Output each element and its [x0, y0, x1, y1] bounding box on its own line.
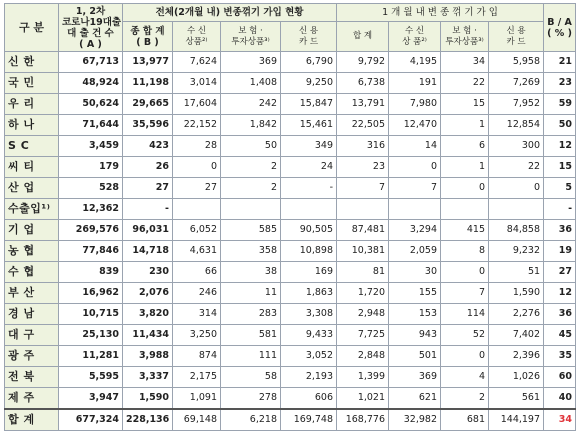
bank-name: 우 리 [5, 94, 59, 115]
bank-name: 전 북 [5, 367, 59, 388]
value-deposit: 27 [173, 178, 221, 199]
value-total-sum: 228,136 [123, 409, 173, 431]
value-deposit: 6,052 [173, 220, 221, 241]
value-month-insurance: 0 [441, 178, 489, 199]
value-insurance [221, 199, 281, 220]
bank-name: 대 구 [5, 325, 59, 346]
value-loan-count: 11,281 [59, 346, 123, 367]
value-deposit: 4,631 [173, 241, 221, 262]
value-loan-count: 16,962 [59, 283, 123, 304]
value-month-insurance: 4 [441, 367, 489, 388]
value-deposit: 3,014 [173, 73, 221, 94]
value-deposit: 7,624 [173, 52, 221, 73]
value-loan-count: 269,576 [59, 220, 123, 241]
value-deposit: 66 [173, 262, 221, 283]
value-loan-count: 48,924 [59, 73, 123, 94]
value-month-sum: 168,776 [337, 409, 389, 431]
table-header [5, 4, 576, 52]
value-loan-count: 67,713 [59, 52, 123, 73]
value-card: 15,847 [281, 94, 337, 115]
value-month-insurance: 681 [441, 409, 489, 431]
bank-name: 하 나 [5, 115, 59, 136]
value-loan-count: 3,947 [59, 388, 123, 410]
value-total-sum: 13,977 [123, 52, 173, 73]
table-row [5, 367, 576, 388]
value-card [281, 199, 337, 220]
value-card: 2,193 [281, 367, 337, 388]
value-total-sum: 2,076 [123, 283, 173, 304]
value-insurance: 111 [221, 346, 281, 367]
value-month-deposit: 4,195 [389, 52, 441, 73]
value-deposit: 314 [173, 304, 221, 325]
value-month-insurance: 0 [441, 262, 489, 283]
value-month-deposit: 3,294 [389, 220, 441, 241]
value-month-card [489, 199, 544, 220]
value-total-sum: 35,596 [123, 115, 173, 136]
table-row [5, 346, 576, 367]
value-month-insurance: 6 [441, 136, 489, 157]
value-month-deposit: 191 [389, 73, 441, 94]
value-month-deposit: 943 [389, 325, 441, 346]
value-loan-count: 50,624 [59, 94, 123, 115]
value-deposit: 874 [173, 346, 221, 367]
bank-name: 기 업 [5, 220, 59, 241]
value-deposit: 246 [173, 283, 221, 304]
value-loan-count: 3,459 [59, 136, 123, 157]
value-ratio: 60 [544, 367, 576, 388]
value-month-sum: 22,505 [337, 115, 389, 136]
table-row [5, 52, 576, 73]
bank-name: 농 협 [5, 241, 59, 262]
header-loan-count: 1, 2차 코로나19대출 대 출 건 수 ( A ) [59, 4, 123, 52]
value-month-card: 7,952 [489, 94, 544, 115]
value-card: - [281, 178, 337, 199]
value-month-sum: 2,848 [337, 346, 389, 367]
value-insurance: 358 [221, 241, 281, 262]
value-month-deposit: 369 [389, 367, 441, 388]
table-row [5, 199, 576, 220]
value-insurance: 2 [221, 157, 281, 178]
value-month-sum: 2,948 [337, 304, 389, 325]
table-row [5, 73, 576, 94]
value-month-sum: 1,720 [337, 283, 389, 304]
value-month-card: 22 [489, 157, 544, 178]
value-ratio: - [544, 199, 576, 220]
bank-name: S C [5, 136, 59, 157]
value-deposit: 2,175 [173, 367, 221, 388]
value-insurance: 242 [221, 94, 281, 115]
value-month-card: 2,396 [489, 346, 544, 367]
header-insurance: 보 험 · 투자상품³⁾ [221, 22, 281, 52]
value-card: 15,461 [281, 115, 337, 136]
value-month-card: 2,276 [489, 304, 544, 325]
bank-name: 신 한 [5, 52, 59, 73]
header-card: 신 용 카 드 [281, 22, 337, 52]
value-insurance: 585 [221, 220, 281, 241]
value-deposit [173, 199, 221, 220]
value-ratio: 59 [544, 94, 576, 115]
header-month-group: 1 개 월 내 변 종 꺾 기 가 입 [337, 4, 544, 22]
loan-table [4, 3, 576, 431]
table-row [5, 241, 576, 262]
table-row [5, 388, 576, 410]
table-row [5, 283, 576, 304]
value-month-card: 0 [489, 178, 544, 199]
value-loan-count: 25,130 [59, 325, 123, 346]
value-month-sum: 6,738 [337, 73, 389, 94]
value-month-insurance: 34 [441, 52, 489, 73]
table-row [5, 136, 576, 157]
value-card: 9,250 [281, 73, 337, 94]
value-month-sum: 1,399 [337, 367, 389, 388]
value-card: 9,433 [281, 325, 337, 346]
value-month-sum: 87,481 [337, 220, 389, 241]
bank-name: 부 산 [5, 283, 59, 304]
bank-name: 국 민 [5, 73, 59, 94]
value-month-deposit: 32,982 [389, 409, 441, 431]
value-deposit: 3,250 [173, 325, 221, 346]
value-month-deposit: 155 [389, 283, 441, 304]
value-month-deposit: 2,059 [389, 241, 441, 262]
value-total-sum: - [123, 199, 173, 220]
table-row [5, 157, 576, 178]
value-loan-count: 839 [59, 262, 123, 283]
value-total-sum: 11,198 [123, 73, 173, 94]
value-month-sum [337, 199, 389, 220]
value-ratio: 50 [544, 115, 576, 136]
value-month-deposit: 14 [389, 136, 441, 157]
value-month-deposit: 153 [389, 304, 441, 325]
bank-name: 제 주 [5, 388, 59, 410]
value-month-deposit: 0 [389, 157, 441, 178]
value-insurance: 1,842 [221, 115, 281, 136]
value-total-sum: 1,590 [123, 388, 173, 410]
value-month-deposit: 30 [389, 262, 441, 283]
value-month-sum: 23 [337, 157, 389, 178]
value-month-insurance: 15 [441, 94, 489, 115]
value-card: 24 [281, 157, 337, 178]
value-ratio: 15 [544, 157, 576, 178]
value-ratio: 12 [544, 283, 576, 304]
value-insurance: 278 [221, 388, 281, 410]
value-loan-count: 71,644 [59, 115, 123, 136]
value-ratio: 36 [544, 220, 576, 241]
value-month-card: 5,958 [489, 52, 544, 73]
value-loan-count: 677,324 [59, 409, 123, 431]
value-month-card: 12,854 [489, 115, 544, 136]
value-month-insurance: 7 [441, 283, 489, 304]
table-row [5, 304, 576, 325]
value-card: 606 [281, 388, 337, 410]
bank-name: 산 업 [5, 178, 59, 199]
value-month-deposit: 12,470 [389, 115, 441, 136]
value-card: 1,863 [281, 283, 337, 304]
value-month-sum: 13,791 [337, 94, 389, 115]
value-month-card: 144,197 [489, 409, 544, 431]
value-month-deposit: 501 [389, 346, 441, 367]
value-card: 6,790 [281, 52, 337, 73]
value-deposit: 69,148 [173, 409, 221, 431]
value-total-sum: 29,665 [123, 94, 173, 115]
value-deposit: 0 [173, 157, 221, 178]
value-month-deposit: 621 [389, 388, 441, 410]
value-month-card: 1,026 [489, 367, 544, 388]
value-ratio: 27 [544, 262, 576, 283]
value-month-card: 7,402 [489, 325, 544, 346]
header-ratio: B / A ( % ) [544, 4, 576, 52]
value-month-card: 7,269 [489, 73, 544, 94]
value-insurance: 50 [221, 136, 281, 157]
value-total-sum: 3,820 [123, 304, 173, 325]
bank-name: 합 계 [5, 409, 59, 431]
header-total-group: 전체(2개월 내) 변종꺾기 가입 현황 [123, 4, 337, 22]
value-month-sum: 9,792 [337, 52, 389, 73]
value-month-insurance [441, 199, 489, 220]
value-deposit: 28 [173, 136, 221, 157]
total-row [5, 409, 576, 431]
value-ratio: 23 [544, 73, 576, 94]
value-card: 3,052 [281, 346, 337, 367]
value-card: 349 [281, 136, 337, 157]
value-total-sum: 11,434 [123, 325, 173, 346]
value-total-sum: 3,337 [123, 367, 173, 388]
value-ratio: 36 [544, 304, 576, 325]
value-total-sum: 230 [123, 262, 173, 283]
value-month-insurance: 52 [441, 325, 489, 346]
bank-name: 씨 티 [5, 157, 59, 178]
header-deposit: 수 신 상품²⁾ [173, 22, 221, 52]
value-deposit: 22,152 [173, 115, 221, 136]
value-loan-count: 77,846 [59, 241, 123, 262]
table-row [5, 115, 576, 136]
value-month-card: 300 [489, 136, 544, 157]
value-month-card: 84,858 [489, 220, 544, 241]
header-month-card: 신 용 카 드 [489, 22, 544, 52]
header-month-insurance: 보 험 · 투자상품³⁾ [441, 22, 489, 52]
header-sum-b: 종 합 계 ( B ) [123, 22, 173, 52]
bank-name: 광 주 [5, 346, 59, 367]
value-month-sum: 10,381 [337, 241, 389, 262]
value-loan-count: 10,715 [59, 304, 123, 325]
value-total-sum: 96,031 [123, 220, 173, 241]
value-month-card: 561 [489, 388, 544, 410]
value-insurance: 6,218 [221, 409, 281, 431]
value-card: 169 [281, 262, 337, 283]
value-loan-count: 528 [59, 178, 123, 199]
table-row [5, 262, 576, 283]
header-month-deposit: 수 신 상 품²⁾ [389, 22, 441, 52]
value-insurance: 581 [221, 325, 281, 346]
table-row [5, 178, 576, 199]
value-month-sum: 316 [337, 136, 389, 157]
value-month-card: 51 [489, 262, 544, 283]
value-ratio: 12 [544, 136, 576, 157]
value-month-insurance: 1 [441, 157, 489, 178]
value-month-insurance: 8 [441, 241, 489, 262]
value-month-insurance: 0 [441, 346, 489, 367]
value-month-deposit: 7,980 [389, 94, 441, 115]
value-card: 90,505 [281, 220, 337, 241]
value-ratio: 35 [544, 346, 576, 367]
header-month-sum: 합 계 [337, 22, 389, 52]
value-month-card: 9,232 [489, 241, 544, 262]
value-month-insurance: 2 [441, 388, 489, 410]
value-month-insurance: 415 [441, 220, 489, 241]
loan-table-container [4, 3, 576, 431]
table-row [5, 94, 576, 115]
value-month-insurance: 1 [441, 115, 489, 136]
value-ratio: 5 [544, 178, 576, 199]
value-card: 10,898 [281, 241, 337, 262]
value-deposit: 1,091 [173, 388, 221, 410]
value-insurance: 2 [221, 178, 281, 199]
value-insurance: 283 [221, 304, 281, 325]
table-body [5, 52, 576, 431]
value-month-sum: 7,725 [337, 325, 389, 346]
value-month-card: 1,590 [489, 283, 544, 304]
value-insurance: 38 [221, 262, 281, 283]
value-total-sum: 3,988 [123, 346, 173, 367]
table-row [5, 325, 576, 346]
value-total-sum: 14,718 [123, 241, 173, 262]
value-total-sum: 27 [123, 178, 173, 199]
value-insurance: 58 [221, 367, 281, 388]
value-loan-count: 179 [59, 157, 123, 178]
value-deposit: 17,604 [173, 94, 221, 115]
value-month-deposit [389, 199, 441, 220]
value-ratio: 19 [544, 241, 576, 262]
bank-name: 경 남 [5, 304, 59, 325]
table-row [5, 220, 576, 241]
header-gubun: 구 분 [5, 4, 59, 52]
value-month-deposit: 7 [389, 178, 441, 199]
value-ratio: 34 [544, 409, 576, 431]
value-month-insurance: 114 [441, 304, 489, 325]
bank-name: 수 협 [5, 262, 59, 283]
value-loan-count: 12,362 [59, 199, 123, 220]
value-insurance: 11 [221, 283, 281, 304]
value-month-insurance: 22 [441, 73, 489, 94]
value-card: 3,308 [281, 304, 337, 325]
value-month-sum: 1,021 [337, 388, 389, 410]
bank-name: 수출입¹⁾ [5, 199, 59, 220]
value-total-sum: 423 [123, 136, 173, 157]
value-loan-count: 5,595 [59, 367, 123, 388]
value-total-sum: 26 [123, 157, 173, 178]
value-ratio: 45 [544, 325, 576, 346]
value-insurance: 369 [221, 52, 281, 73]
value-month-sum: 81 [337, 262, 389, 283]
value-ratio: 21 [544, 52, 576, 73]
value-month-sum: 7 [337, 178, 389, 199]
value-insurance: 1,408 [221, 73, 281, 94]
value-card: 169,748 [281, 409, 337, 431]
value-ratio: 40 [544, 388, 576, 410]
